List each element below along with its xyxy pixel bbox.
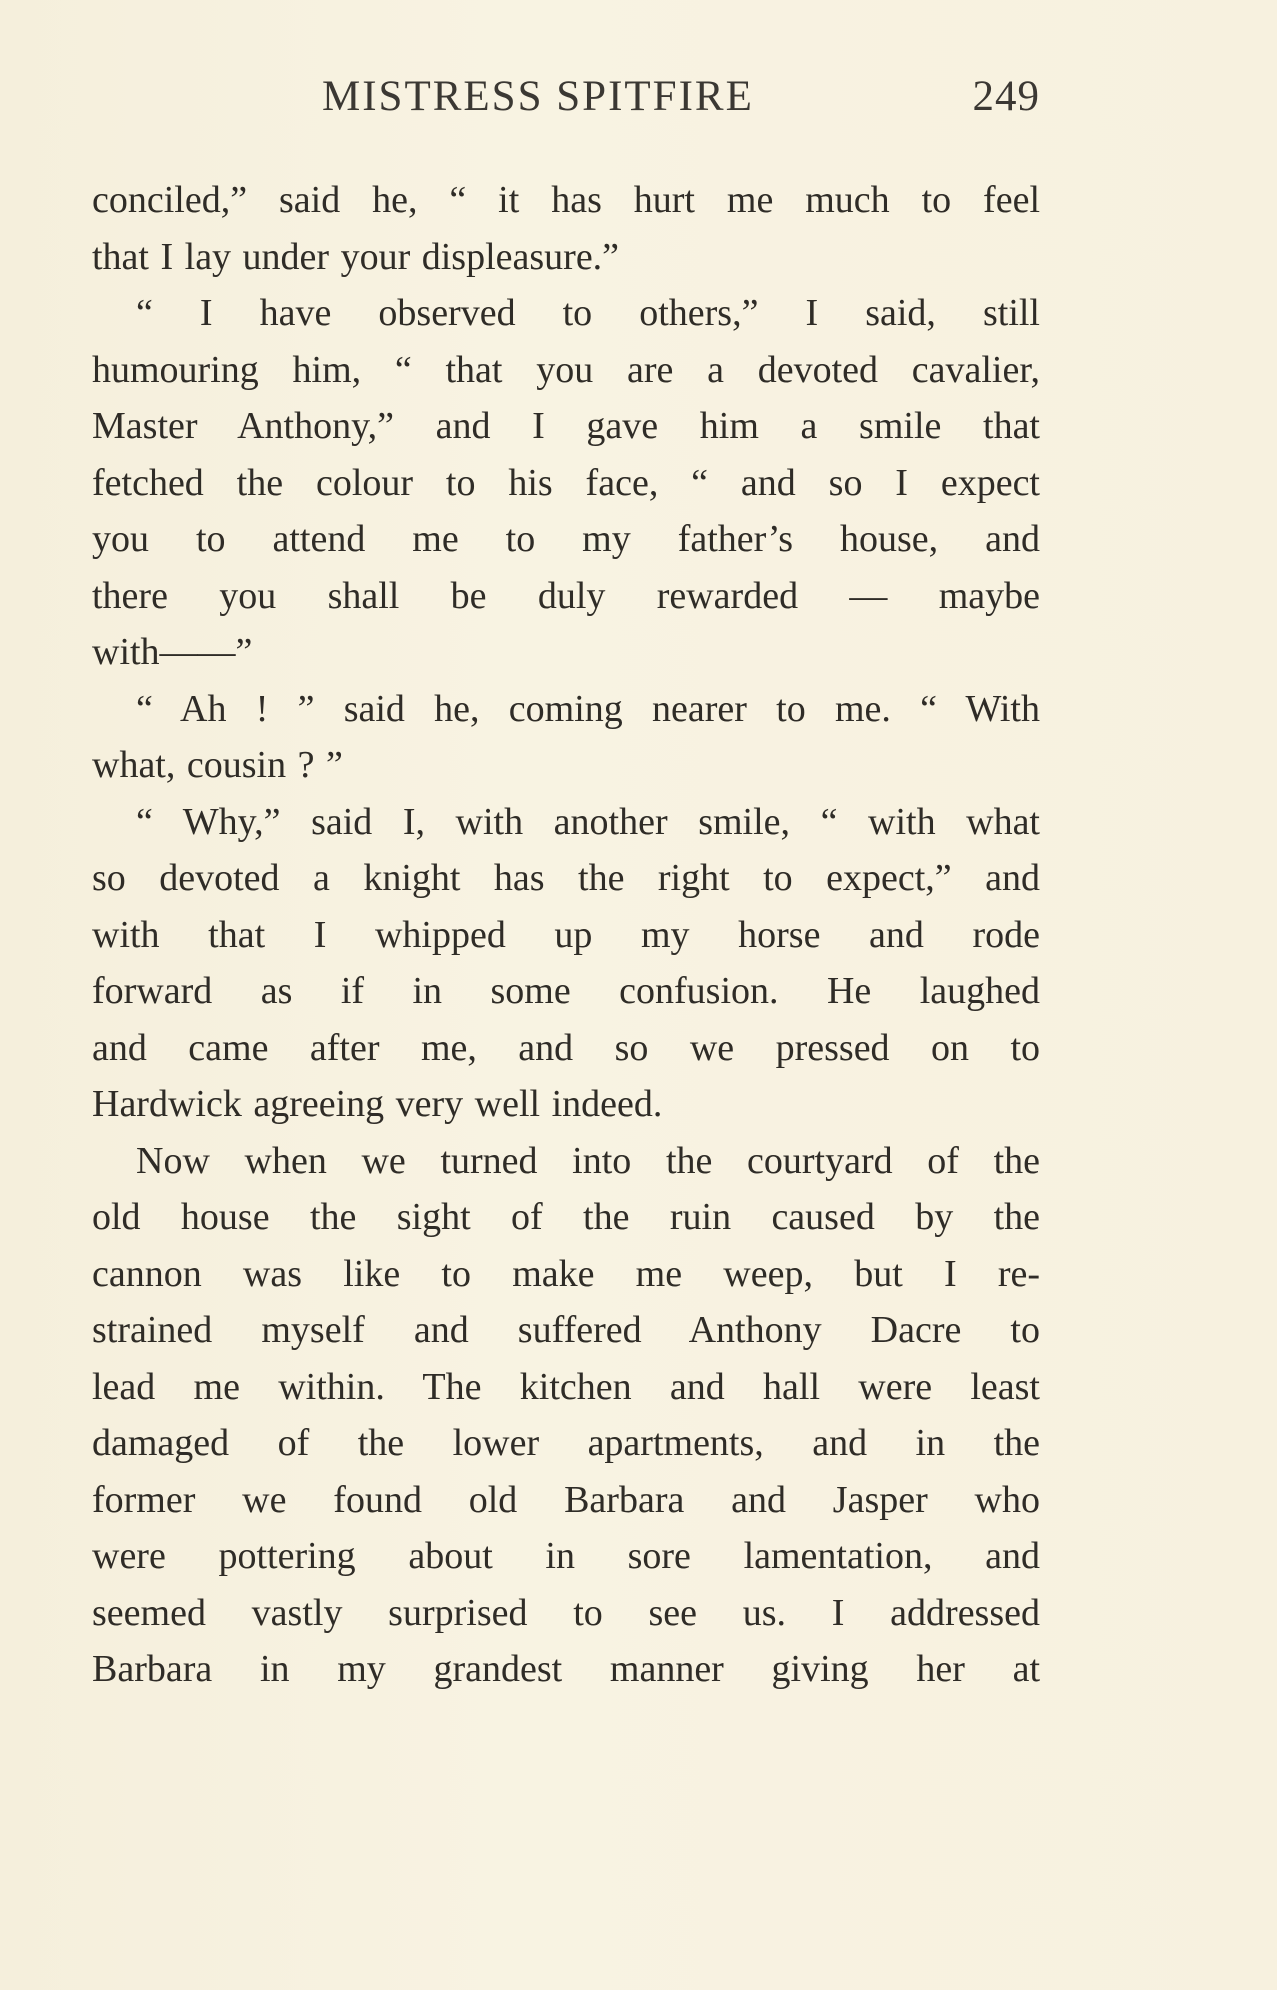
text-line: “ I have observed to others,” I said, still <box>136 292 1040 334</box>
text-line: Now when we turned into the courtyard of the <box>136 1139 1040 1182</box>
text-line: humouring him, “ that you are a devoted cavalier, <box>92 348 1040 391</box>
text-line: Barbara in my grandest manner giving her at <box>92 1648 1040 1690</box>
text-line: conciled,” said he, “ it has hurt me much to feel <box>92 179 1040 221</box>
body-text <box>92 172 1040 1698</box>
text-line: former we found old Barbara and Jasper who <box>92 1478 1040 1521</box>
text-line: there you shall be duly rewarded — maybe <box>92 574 1040 617</box>
text-line: fetched the colour to his face, “ and so I expect <box>92 461 1040 504</box>
text-line: with that I whipped up my horse and rode <box>92 913 1040 956</box>
page-number: 249 <box>972 73 1040 120</box>
text-line: and came after me, and so we pressed on to <box>92 1026 1040 1069</box>
text-line: so devoted a knight has the right to expect,” and <box>92 857 1040 899</box>
running-title: MISTRESS SPITFIRE <box>322 73 754 120</box>
text-line: “ Why,” said I, with another smile, “ with what <box>136 800 1040 843</box>
text-line: strained myself and suffered Anthony Dacre to <box>92 1309 1040 1351</box>
text-line: forward as if in some confusion. He laughed <box>92 970 1040 1012</box>
text-line: old house the sight of the ruin caused by the <box>92 1196 1040 1238</box>
text-line: what, cousin ? ” <box>92 744 343 786</box>
text-line: Master Anthony,” and I gave him a smile that <box>92 405 1040 447</box>
text-line: Hardwick agreeing very well indeed. <box>92 1083 663 1125</box>
text-line: with——” <box>92 631 253 673</box>
text-line: damaged of the lower apartments, and in the <box>92 1422 1040 1464</box>
text-line: that I lay under your displeasure.” <box>92 235 620 278</box>
running-head <box>92 72 1040 132</box>
text-line: were pottering about in sore lamentation, and <box>92 1535 1040 1577</box>
text-line: cannon was like to make me weep, but I re- <box>92 1252 1040 1295</box>
text-line: “ Ah ! ” said he, coming nearer to me. “ With <box>136 687 1040 730</box>
text-line: you to attend me to my father’s house, and <box>92 518 1040 560</box>
text-line: lead me within. The kitchen and hall were least <box>92 1365 1040 1408</box>
text-line: seemed vastly surprised to see us. I addressed <box>92 1591 1040 1634</box>
